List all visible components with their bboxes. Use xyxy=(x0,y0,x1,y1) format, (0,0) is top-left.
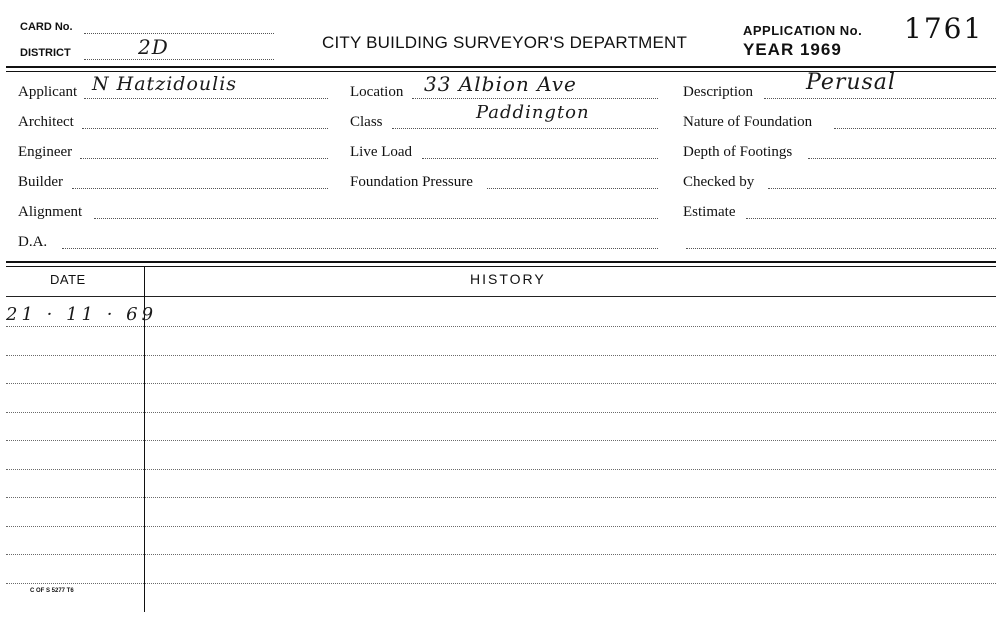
year-label: YEAR 1969 xyxy=(743,40,842,59)
district-label: DISTRICT xyxy=(20,47,71,59)
architect-line xyxy=(82,128,328,129)
architect-label: Architect xyxy=(18,114,74,130)
header-rule-thick xyxy=(6,66,996,68)
builder-label: Builder xyxy=(18,174,63,190)
engineer-label: Engineer xyxy=(18,144,73,160)
da-line xyxy=(62,248,658,249)
history-row xyxy=(6,554,996,555)
engineer-line xyxy=(80,158,328,159)
description-value[interactable]: Perusal xyxy=(806,70,896,95)
date-column-header: DATE xyxy=(50,272,86,287)
district-line xyxy=(84,59,274,60)
foundation-pressure-line xyxy=(487,188,658,189)
history-row xyxy=(6,526,996,527)
class-label: Class xyxy=(350,114,383,130)
card-no-line xyxy=(84,33,274,34)
da-label: D.A. xyxy=(18,234,48,250)
history-row xyxy=(6,583,996,584)
form-code: C OF S 5277 T6 xyxy=(30,588,74,594)
checked-by-line xyxy=(768,188,996,189)
history-rule-thin xyxy=(6,266,996,267)
estimate-line xyxy=(746,218,996,219)
right-blank-line xyxy=(686,248,996,249)
history-row xyxy=(6,355,996,356)
depth-of-footings-line xyxy=(808,158,996,159)
history-row xyxy=(6,326,996,327)
history-entry-date[interactable]: 21 · 11 · 69 xyxy=(6,304,158,325)
alignment-line xyxy=(94,218,658,219)
history-rule-thick xyxy=(6,261,996,263)
history-row xyxy=(6,412,996,413)
history-row xyxy=(6,469,996,470)
estimate-label: Estimate xyxy=(683,204,736,220)
checked-by-label: Checked by xyxy=(683,174,755,190)
location-value[interactable]: 33 Albion Ave xyxy=(424,72,577,96)
live-load-label: Live Load xyxy=(350,144,413,160)
location-label: Location xyxy=(350,84,404,100)
class-line xyxy=(392,128,658,129)
foundation-pressure-label: Foundation Pressure xyxy=(350,174,473,190)
application-no-value: 1761 xyxy=(904,12,984,45)
location-line xyxy=(412,98,658,99)
description-label: Description xyxy=(683,84,753,100)
live-load-line xyxy=(422,158,658,159)
application-no-label: APPLICATION No. xyxy=(743,23,863,38)
history-row xyxy=(6,383,996,384)
nature-of-foundation-label: Nature of Foundation xyxy=(683,114,813,130)
nature-of-foundation-line xyxy=(834,128,996,129)
card-no-label: CARD No. xyxy=(20,21,73,33)
applicant-label: Applicant xyxy=(18,84,78,100)
depth-of-footings-label: Depth of Footings xyxy=(683,144,793,160)
description-line xyxy=(764,98,996,99)
department-title: CITY BUILDING SURVEYOR'S DEPARTMENT xyxy=(322,33,688,52)
applicant-value[interactable]: N Hatzidoulis xyxy=(92,73,238,95)
history-header-rule xyxy=(6,296,996,297)
alignment-label: Alignment xyxy=(18,204,83,220)
builder-line xyxy=(72,188,328,189)
district-value[interactable]: 2D xyxy=(138,35,169,59)
history-row xyxy=(6,440,996,441)
history-column-header: HISTORY xyxy=(470,271,546,287)
applicant-line xyxy=(84,98,328,99)
location-value-line2[interactable]: Paddington xyxy=(476,102,590,123)
history-row xyxy=(6,497,996,498)
